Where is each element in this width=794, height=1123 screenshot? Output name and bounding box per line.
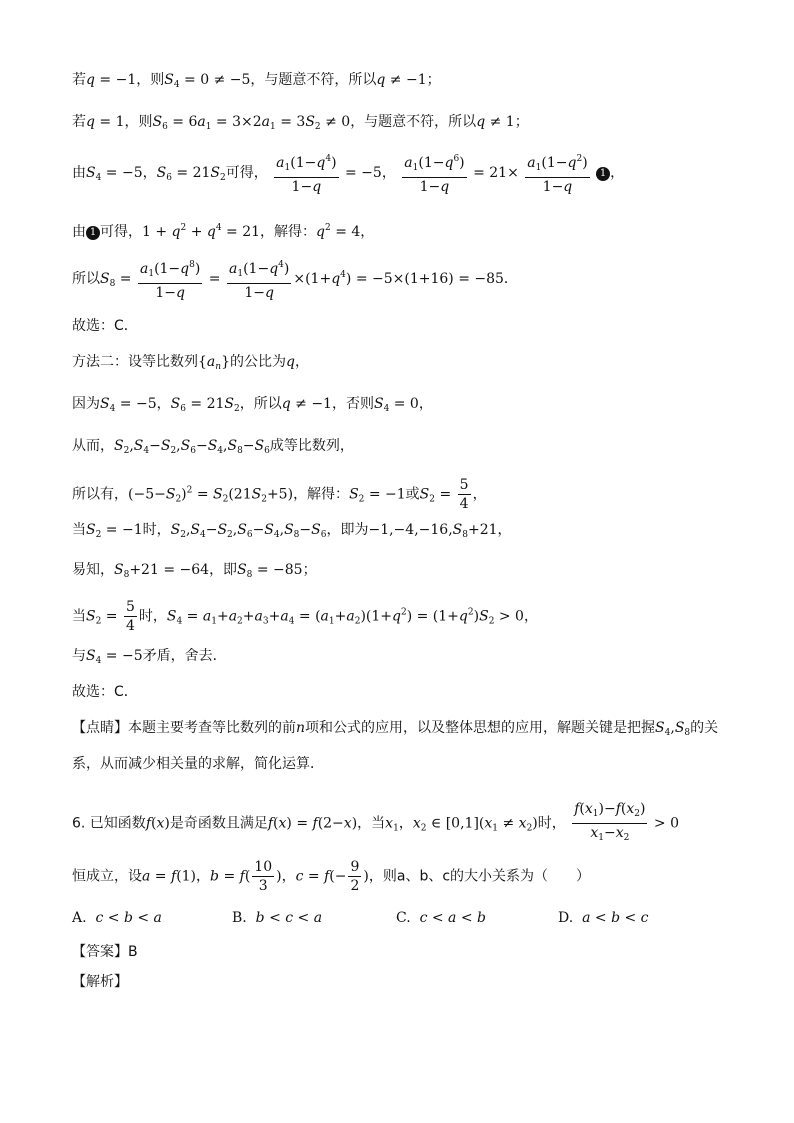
- question-6-stem-line-2: 恒成立，设a = f(1)，b = f( $\frac{10}{3}$ )，c = f(− $\frac{9}{2}$ )，则a、b、c的大小关系为（ ）: [72, 859, 591, 894]
- solution-line-15: 故选：C．: [72, 684, 138, 700]
- answer-tag: 【答案】B: [72, 944, 138, 960]
- option-c: C. c < a < b: [396, 910, 486, 926]
- solution-line-7: 方法二：设等比数列$\{a_n\}$的公比为q，: [72, 354, 309, 372]
- comment-line-1: 【点睛】本题主要考查等比数列的前n项和公式的应用，以及整体思想的应用，解题关键是把握$S_4,S_8$的关: [72, 720, 719, 738]
- solution-line-1: 若q = −1，则$S_4 = 0 \ne -5$，与题意不符，所以q ≠ −1；: [72, 72, 441, 90]
- solution-line-9: 从而，$S_2,S_4-S_2,S_6-S_4,S_8-S_6$成等比数列，: [72, 438, 354, 456]
- solution-line-10: 所以有，$(-5-S_2)^2 = S_2(21S_2+5)$，解得：$S_2 = -1$或$S_2$ = $\frac{5}{4}$ ，: [72, 477, 487, 512]
- circled-one-marker: 1: [596, 167, 610, 181]
- option-b: B. b < c < a: [232, 910, 323, 926]
- option-a: A. c < b < a: [72, 910, 162, 926]
- solution-line-12: 易知，$S_8+21 = -64$，即$S_8 = -85$；: [72, 562, 317, 580]
- solution-line-6: 故选：C．: [72, 318, 138, 334]
- solution-line-13: 当$S_2$ = $\frac{5}{4}$ 时，$S_4 = a_1+a_2+a_3+a_4 = (a_1+a_2)(1+q^2) = (1+q^2)S_2 > 0$，: [72, 599, 538, 634]
- circled-one-marker: 1: [86, 226, 100, 240]
- solution-line-14: 与$S_4 = -5$矛盾，舍去．: [72, 648, 227, 666]
- comment-line-2: 系，从而减少相关量的求解，简化运算．: [72, 756, 324, 772]
- solution-line-4: 由 1 可得，$1 + q^2 + q^4 = 21$，解得：$q^2 = 4$，: [72, 223, 375, 240]
- solution-line-5: 所以$S_8$ = $\frac{a_1(1-q^8)}{1-q}$ = $\frac{a_1(1-q^4)}{1-q}$ $\times(1+q^4) = -5\times(1+16) = -85$．: [72, 256, 518, 302]
- solution-line-11: 当$S_2 = -1$时，$S_2,S_4-S_2,S_6-S_4,S_8-S_6$，即为$-1,-4,-16,S_8+21$，: [72, 522, 512, 540]
- analysis-tag: 【解析】: [72, 974, 128, 990]
- solution-line-3: 由$S_4 = -5$，$S_6 = 21S_2$可得， $\frac{a_1(1-q^4)}{1-q}$ = −5， $\frac{a_1(1-q^6)}{1-q}$ = 21× $\frac{a_1(1-q^2)}{1-q}$ 1 ，: [72, 150, 624, 196]
- solution-line-2: 若q = 1，则$S_6 = 6a_1 = 3\times 2a_1 = 3S_2 \ne 0$，与题意不符，所以q ≠ 1；: [72, 114, 529, 132]
- question-6-stem-line-1: 6. 已知函数f(x)是奇函数且满足f(x) = f(2−x)，当$x_1$，$x_2$ ∈ $[0,1](x_1 \ne x_2)$时， $\frac{f(x_1)-f(x_2)}{x_1-x_2}$ > 0: [72, 801, 680, 843]
- solution-line-8: 因为$S_4 = -5$，$S_6 = 21S_2$，所以q ≠ −1，否则$S_4 = 0$，: [72, 396, 433, 414]
- option-d: D. a < b < c: [558, 910, 649, 926]
